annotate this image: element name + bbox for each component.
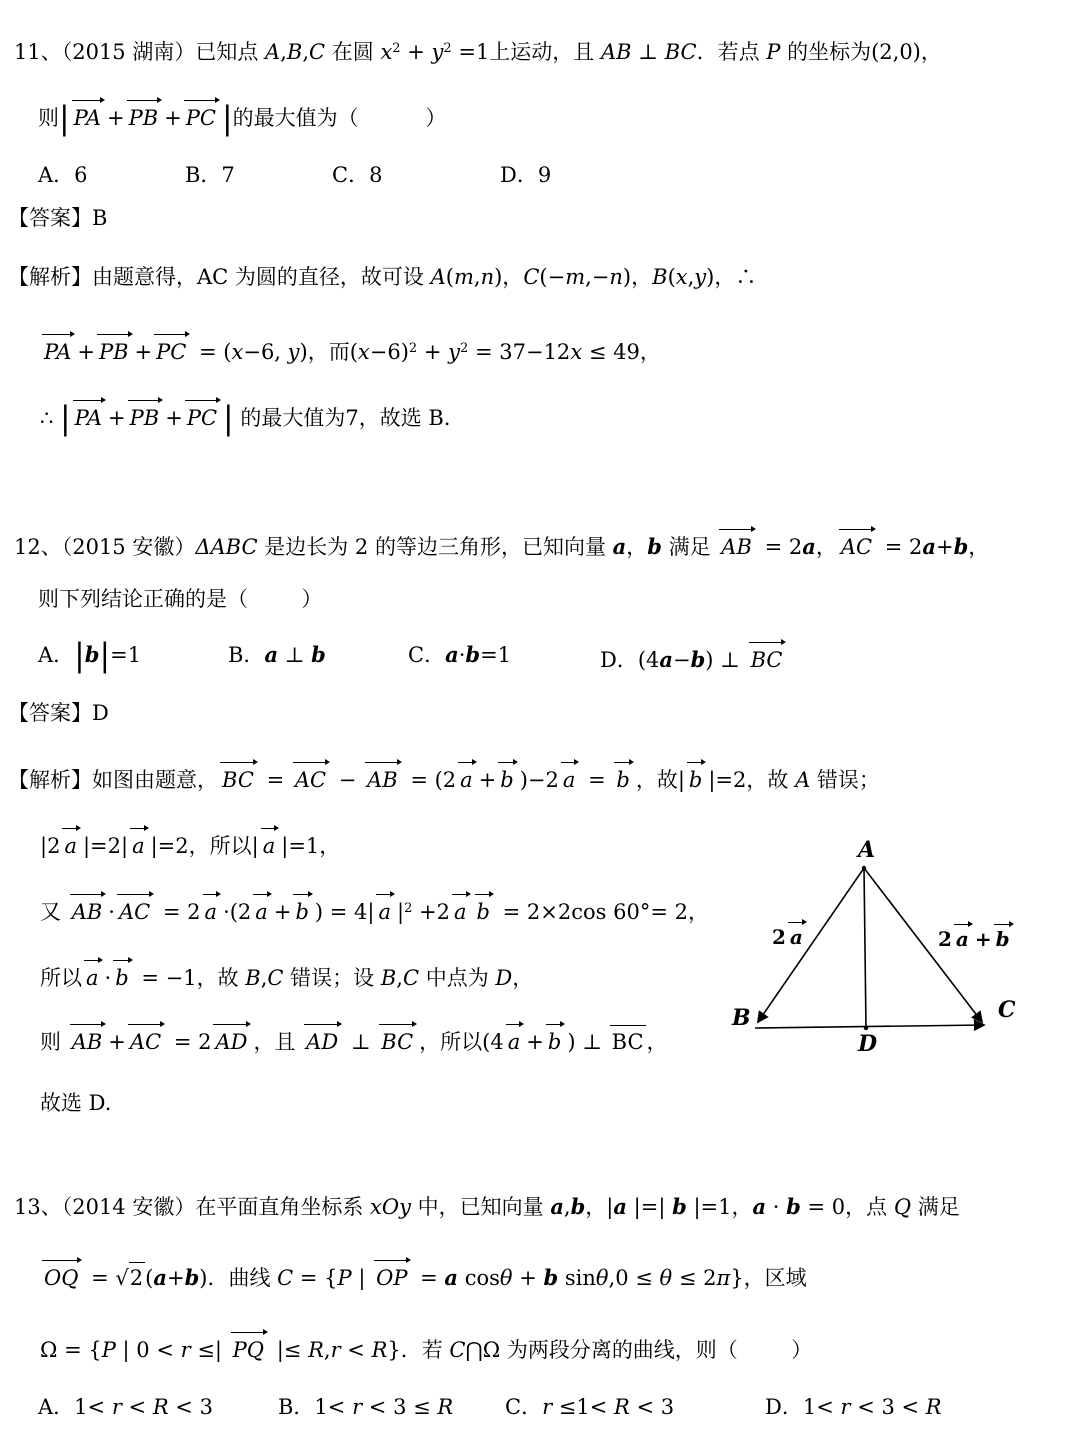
q12-solution-line5: 则 AB + AC = 2 AD ，且 AD ⊥ BC ，所以(4 a + b ) ⊥ BC ， — [40, 1022, 668, 1057]
side-ac-vector-label: 2 a + b — [938, 922, 1016, 951]
q12-option-b: B．a ⊥ b — [228, 642, 326, 667]
q11-option-d: D．9 — [500, 163, 552, 187]
q11-option-a: A．6 — [38, 163, 88, 187]
q11-solution-line3: ∴ | PA + PB + PC | 的最大值为7，故选 B. — [40, 398, 450, 433]
q11-stem-line1: 11、（2015 湖南）已知点 A,B,C 在圆 $x^2 + y^2 =1$上运动，且 AB ⊥ BC．若点 P 的坐标为(2,0)， — [14, 40, 942, 65]
vertex-a-dot — [862, 866, 866, 870]
q12-answer: 【答案】D — [8, 701, 109, 725]
median-ad-line — [864, 868, 866, 1028]
q12-option-c: C．a·b=1 — [408, 642, 512, 667]
q13-option-b: B．1< r < 3 ≤ R — [278, 1395, 454, 1419]
midpoint-d-label: D — [858, 1031, 878, 1057]
side-ab-vector-label: 2 a — [772, 920, 809, 949]
q12-solution-line2: |2 a |=2| a |=2，所以| a |=1， — [40, 826, 340, 861]
q12-solution-line6: 故选 D. — [40, 1091, 112, 1115]
vertex-b-label: B — [732, 1005, 751, 1031]
q12-solution-line3: 又 AB · AC = 2 a ·(2 a + b ) = 4| a $|^2 +2$ a b = 2×2cos 60°= 2， — [40, 892, 709, 927]
triangle-figure — [722, 838, 1032, 1068]
q12-option-a: A．|b|=1 — [38, 638, 142, 675]
q11-answer: 【答案】B — [8, 206, 108, 230]
q13-option-c: C．r ≤1< R < 3 — [505, 1395, 675, 1419]
q13-stem-line1: 13、（2014 安徽）在平面直角坐标系 xOy 中，已知向量 a,b，|a |=| b |=1，a · b = 0，点 Q 满足 — [14, 1194, 960, 1219]
midpoint-d-dot — [864, 1026, 868, 1030]
q13-option-a: A．1< r < R < 3 — [38, 1395, 213, 1419]
q11-option-c: C．8 — [332, 163, 383, 187]
base-bc-arrow — [755, 1025, 984, 1028]
q13-stem-line2: OQ = √2(a+b)．曲线 C = {P | OP = a cosθ + b sinθ,0 ≤ θ ≤ 2π}，区域 — [40, 1258, 807, 1293]
q12-stem-line1: 12、（2015 安徽）ΔABC 是边长为 2 的等边三角形，已知向量 a，b 满足 AB = 2a， AC = 2a+b， — [14, 527, 989, 562]
q11-solution-line2: PA + PB + PC = (x−6, y)，而$(x-6)^2 + y^2 = 37-12x \le 49$， — [40, 332, 661, 367]
q12-stem-line2: 则下列结论正确的是（ ） — [38, 587, 323, 611]
vertex-c-label: C — [998, 997, 1016, 1023]
q12-solution-line1: 【解析】如图由题意， BC = AC − AB = (2 a + b )−2 a = b ，故| b |=2，故 A 错误； — [8, 760, 880, 795]
q11-stem-line2: 则| PA + PB + PC |的最大值为（ ） — [38, 98, 446, 133]
q11-solution-line1: 【解析】由题意得，AC 为圆的直径，故可设 A(m,n)，C(−m,−n)，B(x,y)，∴ — [8, 265, 757, 289]
q11-option-b: B．7 — [185, 163, 235, 187]
q12-option-d: D．(4a−b) ⊥ BC — [600, 640, 788, 675]
q12-solution-line4: 所以 a · b = −1，故 B,C 错误；设 B,C 中点为 D， — [40, 958, 533, 993]
vertex-a-label: A — [858, 837, 876, 863]
q13-stem-line3: Ω = {P | 0 < r ≤| PQ |≤ R,r < R}．若 C⋂Ω 为两段分离的曲线，则（ ） — [40, 1330, 812, 1365]
q13-option-d: D．1< r < 3 < R — [765, 1395, 942, 1419]
